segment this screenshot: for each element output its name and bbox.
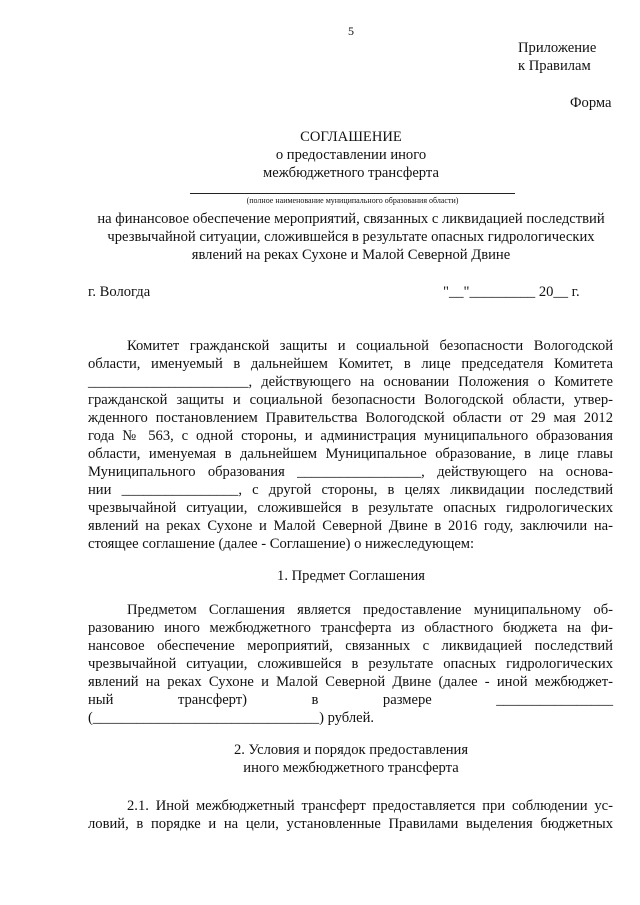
- amount-word: размере: [382, 692, 432, 708]
- section-1-line: разованию иного межбюджетного трансферта из областного бюджета на фи-: [88, 620, 613, 636]
- section-1-amount-words: (_______________________________) рублей.: [88, 710, 375, 726]
- section-1-line: нансовое обеспечение мероприятий, связанных с ликвидацией последствий: [88, 638, 613, 654]
- preamble-line: явлений на реках Сухоне и Малой Северной Двине в 2016 году, заключили на-: [88, 518, 613, 534]
- agreement-subtitle-1: о предоставлении иного: [275, 147, 427, 163]
- agreement-subtitle-2: межбюджетного трансферта: [263, 165, 439, 181]
- preamble-line: Комитет гражданской защиты и социальной безопасности Вологодской: [127, 338, 613, 354]
- amount-word: ный: [88, 692, 114, 708]
- preamble-line: нии ________________, с другой стороны, в целях ликвидации последствий: [88, 482, 613, 498]
- purpose-line-2: чрезвычайной ситуации, сложившейся в результате опасных гидрологических: [107, 229, 595, 245]
- section-2-heading-1: 2. Условия и порядок предоставления: [233, 742, 469, 758]
- municipality-caption: (полное наименование муниципального образования области): [246, 196, 459, 205]
- page-number: 5: [348, 24, 354, 38]
- section-1-amount-line: [88, 691, 613, 709]
- section-2-heading-2: иного межбюджетного трансферта: [243, 760, 459, 776]
- section-2-line: 2.1. Иной межбюджетный трансферт предоставляется при соблюдении ус-: [127, 798, 613, 814]
- section-1-heading: 1. Предмет Соглашения: [277, 568, 425, 584]
- section-1-line: чрезвычайной ситуации, сложившейся в результате опасных гидрологических: [88, 656, 613, 672]
- purpose-line-1: на финансовое обеспечение мероприятий, связанных с ликвидацией последствий: [97, 211, 605, 227]
- agreement-title: СОГЛАШЕНИЕ: [300, 129, 402, 145]
- preamble-line: чрезвычайной ситуации, сложившейся в результате опасных гидрологических: [88, 500, 613, 516]
- preamble-line: области, именуемая в дальнейшем Муниципальное образование, в лице главы: [88, 446, 613, 462]
- municipality-name-line: [190, 193, 515, 194]
- preamble-line: области, именуемый в дальнейшем Комитет, в лице председателя Комитета: [88, 356, 613, 372]
- amount-blank: ________________: [496, 692, 613, 708]
- preamble-line: Муниципального образования _________________, действующего на основа-: [88, 464, 613, 480]
- place-of-signing: г. Вологда: [88, 284, 151, 300]
- purpose-line-3: явлений на реках Сухоне и Малой Северной Двине: [191, 247, 511, 263]
- section-1-line: Предметом Соглашения является предоставление муниципальному об-: [127, 602, 613, 618]
- section-2-line: ловий, в порядке и на цели, установленные Правилами выделения бюджетных: [88, 816, 613, 832]
- preamble-line: ______________________, действующего на основании Положения о Комитете: [88, 374, 613, 390]
- preamble-line: стоящее соглашение (далее - Соглашение) о нижеследующем:: [88, 536, 475, 552]
- date-field: "__"_________ 20__ г.: [443, 284, 580, 300]
- preamble-line: года № 563, с одной стороны, и администрация муниципального образования: [88, 428, 613, 444]
- appendix-line-1: Приложение: [518, 40, 597, 56]
- form-label: Форма: [570, 95, 612, 111]
- amount-word: трансферт): [177, 692, 248, 708]
- amount-word: в: [311, 692, 319, 708]
- section-1-line: явлений на реках Сухоне и Малой Северной Двине (далее - иной межбюджет-: [88, 674, 613, 690]
- appendix-line-2: к Правилам: [518, 58, 591, 74]
- preamble-line: гражданской защиты и социальной безопасности Вологодской области, утвер-: [88, 392, 613, 408]
- preamble-line: жденного постановлением Правительства Вологодской области от 29 мая 2012: [88, 410, 613, 426]
